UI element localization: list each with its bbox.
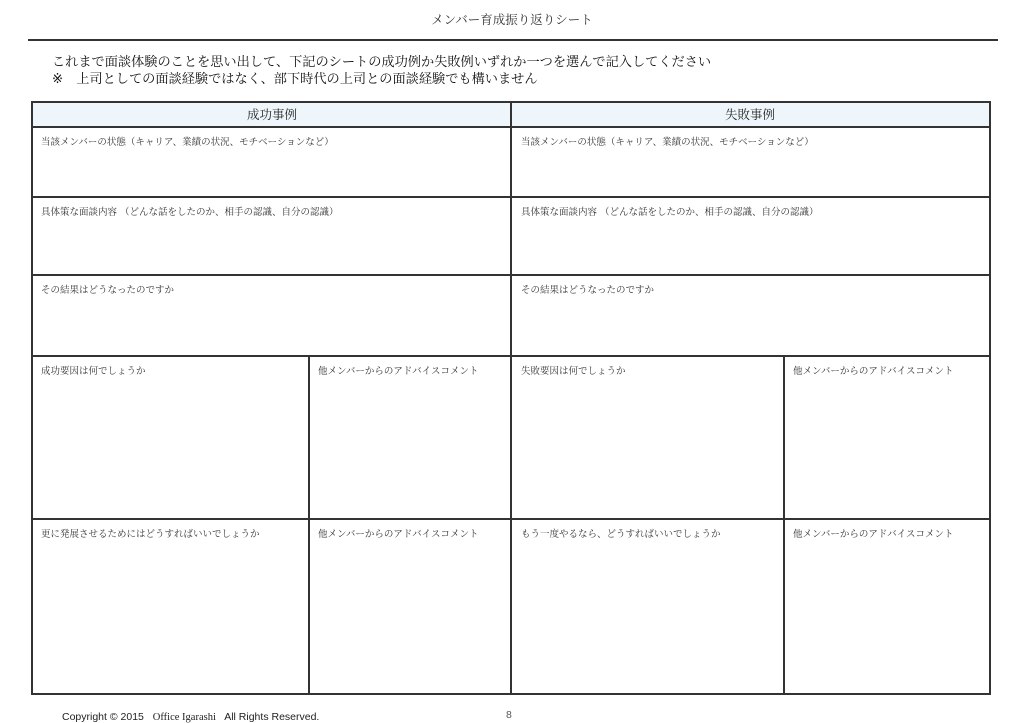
failure-header (511, 103, 989, 128)
success-inner-divider (308, 355, 310, 693)
success-factor-label: 成功要因は何でしょうか (41, 366, 146, 377)
failure-result-label: その結果はどうなったのですか (521, 285, 655, 296)
rights-text: All Rights Reserved. (224, 711, 320, 723)
page-number: 8 (506, 709, 512, 721)
failure-result-field[interactable] (513, 276, 989, 355)
success-interview-content-field[interactable] (33, 198, 511, 274)
failure-next-label: もう一度やるなら、どうすればいいでしょうか (521, 529, 721, 540)
failure-next-advice-field[interactable] (785, 520, 989, 693)
failure-factor-label: 失敗要因は何でしょうか (521, 366, 626, 377)
reflection-sheet-table (31, 101, 991, 695)
failure-header-label: 失敗事例 (724, 107, 775, 122)
row-divider-3 (33, 355, 989, 357)
failure-next-field[interactable] (513, 520, 783, 693)
success-header-label: 成功事例 (246, 107, 297, 122)
success-factor-field[interactable] (33, 357, 308, 518)
row-divider-4 (33, 518, 989, 520)
title-divider (28, 39, 998, 41)
success-member-state-field[interactable] (33, 128, 511, 196)
center-divider (510, 103, 512, 693)
office-name: Office Igarashi (152, 712, 216, 723)
success-next-advice-label: 他メンバーからのアドバイスコメント (318, 529, 479, 540)
failure-next-advice-label: 他メンバーからのアドバイスコメント (793, 529, 954, 540)
copyright-text: Copyright © 2015 (62, 711, 144, 723)
page-title: メンバー育成振り返りシート (431, 12, 593, 27)
failure-factor-advice-label: 他メンバーからのアドバイスコメント (793, 366, 954, 377)
failure-factor-advice-field[interactable] (785, 357, 989, 518)
instruction-line-2: ※ 上司としての面談経験ではなく、部下時代の上司との面談経験でも構いません (52, 72, 538, 87)
success-next-advice-field[interactable] (310, 520, 511, 693)
instruction-line-1: これまで面談体験のことを思い出して、下記のシートの成功例か失敗例いずれか一つを選んで記入してください (52, 55, 712, 70)
success-result-field[interactable] (33, 276, 511, 355)
failure-member-state-label: 当該メンバーの状態（キャリア、業績の状況、モチベーションなど） (521, 137, 814, 148)
success-next-label: 更に発展させるためにはどうすればいいでしょうか (41, 529, 260, 540)
row-divider-2 (33, 274, 989, 276)
success-header (33, 103, 511, 128)
copyright-footer (62, 711, 319, 723)
failure-factor-field[interactable] (513, 357, 783, 518)
success-next-field[interactable] (33, 520, 308, 693)
success-result-label: その結果はどうなったのですか (41, 285, 175, 296)
failure-interview-content-field[interactable] (513, 198, 989, 274)
success-member-state-label: 当該メンバーの状態（キャリア、業績の状況、モチベーションなど） (41, 137, 334, 148)
failure-inner-divider (783, 355, 785, 693)
success-interview-content-label: 具体策な面談内容 （どんな話をしたのか、相手の認識、自分の認識） (41, 207, 339, 218)
row-divider-1 (33, 196, 989, 198)
failure-interview-content-label: 具体策な面談内容 （どんな話をしたのか、相手の認識、自分の認識） (521, 207, 819, 218)
failure-member-state-field[interactable] (513, 128, 989, 196)
success-factor-advice-field[interactable] (310, 357, 511, 518)
instructions (52, 54, 711, 88)
success-factor-advice-label: 他メンバーからのアドバイスコメント (318, 366, 479, 377)
